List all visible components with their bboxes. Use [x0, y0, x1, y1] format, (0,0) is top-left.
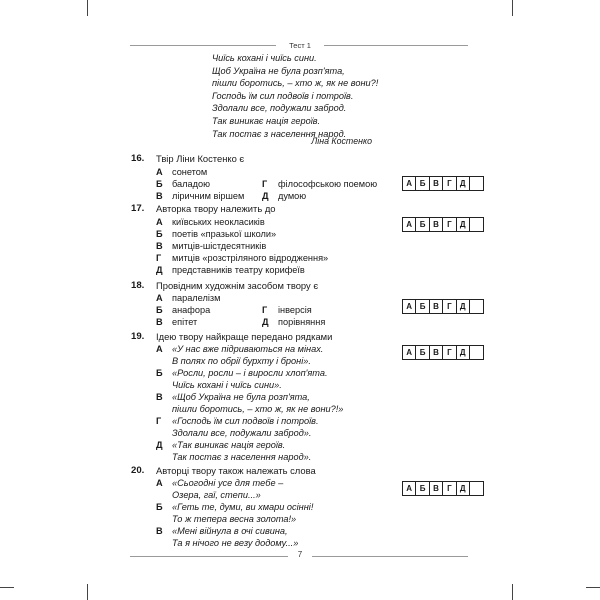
answer-cell[interactable]: Г [443, 300, 456, 313]
crop-mark [87, 584, 88, 600]
answer-cell[interactable]: Б [416, 300, 429, 313]
poem-line: Так виникає нація героїв. [212, 115, 321, 126]
answer-cell[interactable]: В [430, 177, 443, 190]
answer-grid[interactable] [402, 481, 484, 496]
answer-cell[interactable]: А [403, 218, 416, 231]
answer-cell[interactable]: А [403, 300, 416, 313]
answer-cell[interactable] [470, 300, 483, 313]
poem-author: Ліна Костенко [311, 136, 372, 146]
poem-line: Здолали все, подужали заброд. [212, 103, 347, 114]
answer-cell[interactable]: Г [443, 346, 456, 359]
answer-cell[interactable] [470, 177, 483, 190]
answer-cell[interactable]: Д [457, 218, 470, 231]
header-title: Тест 1 [289, 41, 311, 50]
crop-mark [586, 587, 600, 588]
question-text: Ідею твору найкраще передано рядками [156, 331, 333, 342]
answer-cell[interactable]: В [430, 346, 443, 359]
page-number: 7 [297, 550, 303, 559]
question-number: 20. [131, 465, 145, 476]
answer-cell[interactable]: Д [457, 177, 470, 190]
header-rule-left [130, 45, 276, 46]
answer-cell[interactable] [470, 482, 483, 495]
poem [212, 52, 378, 140]
answer-cell[interactable]: Б [416, 177, 429, 190]
answer-cell[interactable]: Г [443, 218, 456, 231]
answer-cell[interactable]: В [430, 218, 443, 231]
question-text: Твір Ліни Костенко є [156, 153, 245, 164]
answer-cell[interactable]: В [430, 300, 443, 313]
header-rule-right [324, 45, 468, 46]
answer-cell[interactable]: Б [416, 482, 429, 495]
crop-mark [512, 0, 513, 16]
answer-cell[interactable]: Д [457, 300, 470, 313]
answer-cell[interactable]: Д [457, 482, 470, 495]
answer-cell[interactable]: Д [457, 346, 470, 359]
answer-cell[interactable]: А [403, 346, 416, 359]
poem-line: пішли боротись, – хто ж, як не вони?! [212, 78, 379, 89]
answer-grid[interactable] [402, 345, 484, 360]
answer-cell[interactable]: А [403, 482, 416, 495]
answer-cell[interactable]: А [403, 177, 416, 190]
question-number: 19. [131, 331, 145, 342]
poem-line: Так постає з населення народ. [212, 128, 347, 139]
answer-cell[interactable]: Б [416, 346, 429, 359]
footer-rule-left [130, 556, 288, 557]
answer-cell[interactable]: Г [443, 482, 456, 495]
question-number: 18. [131, 280, 145, 291]
crop-mark [512, 584, 513, 600]
answer-cell[interactable]: Г [443, 177, 456, 190]
answer-grid[interactable] [402, 176, 484, 191]
question-number: 16. [131, 153, 145, 164]
crop-mark [0, 587, 14, 588]
crop-mark [87, 0, 88, 16]
question-number: 17. [131, 203, 145, 214]
answer-grid[interactable] [402, 217, 484, 232]
poem-line: Щоб Україна не була розп'ята, [212, 65, 345, 76]
answer-cell[interactable]: В [430, 482, 443, 495]
answer-cell[interactable] [470, 218, 483, 231]
answer-cell[interactable] [470, 346, 483, 359]
answer-grid[interactable] [402, 299, 484, 314]
question-text: Провідним художнім засобом твору є [156, 280, 319, 291]
question-text: Авторці твору також належать слова [156, 465, 316, 476]
question-text: Авторка твору належить до [156, 203, 276, 214]
footer-rule-right [312, 556, 468, 557]
poem-line: Чиїсь кохані і чиїсь сини. [212, 53, 317, 63]
poem-line: Господь їм сил подвоїв і потроїв. [212, 90, 354, 101]
answer-cell[interactable]: Б [416, 218, 429, 231]
